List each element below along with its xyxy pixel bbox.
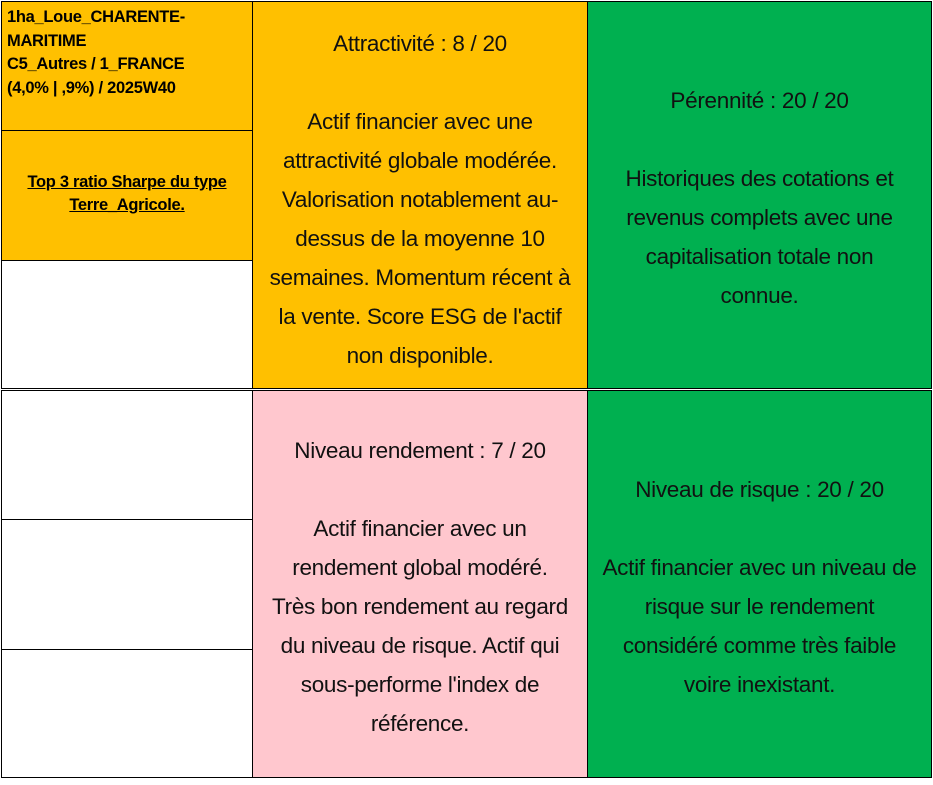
attractivite-line: Valorisation notablement au- [281, 187, 559, 212]
top3-line-1: Top 3 ratio Sharpe du type [27, 173, 227, 191]
perennite-line: capitalisation totale non [645, 244, 874, 269]
risque-description [602, 548, 916, 704]
top3-cell [1, 130, 253, 261]
risque-cell [587, 390, 932, 778]
rendement-title: Niveau rendement : 7 / 20 [294, 438, 546, 463]
perennite-description [626, 159, 894, 315]
rendement-cell [252, 390, 588, 778]
attractivite-cell [252, 1, 588, 389]
risque-line: voire inexistant. [683, 672, 836, 697]
perennite-line: revenus complets avec une [626, 205, 893, 230]
top3-line-2: Terre_Agricole. [69, 196, 185, 214]
asset-category-line: C5_Autres / 1_FRANCE [7, 55, 185, 73]
empty-cell-1 [1, 260, 253, 389]
risque-line: considéré comme très faible [622, 633, 897, 658]
rendement-description [272, 509, 568, 743]
asset-period-line: (4,0% | ,9%) / 2025W40 [7, 78, 176, 97]
perennite-line: Historiques des cotations et [625, 166, 894, 191]
attractivite-line: non disponible. [346, 343, 494, 368]
rendement-line: référence. [370, 711, 470, 736]
asset-name-line-1: 1ha_Loue_CHARENTE- [7, 8, 185, 26]
rendement-line: Très bon rendement au regard [272, 594, 568, 619]
rendement-line: Actif financier avec un [313, 516, 527, 541]
attractivite-title: Attractivité : 8 / 20 [333, 31, 507, 56]
empty-cell-2 [1, 390, 253, 520]
empty-cell-4 [1, 649, 253, 778]
attractivite-line: la vente. Score ESG de l'actif [278, 304, 562, 329]
perennite-title: Pérennité : 20 / 20 [670, 88, 849, 113]
risque-line: risque sur le rendement [644, 594, 875, 619]
rendement-line: rendement global modéré. [292, 555, 548, 580]
attractivite-line: attractivité globale modérée. [283, 148, 557, 173]
risque-title: Niveau de risque : 20 / 20 [635, 477, 884, 502]
asset-name-line-2: MARITIME [7, 31, 87, 50]
risque-line: Actif financier avec un niveau de [602, 555, 917, 580]
attractivite-description [270, 102, 571, 375]
perennite-line: connue. [720, 283, 799, 308]
attractivite-line: Actif financier avec une [307, 109, 533, 134]
rendement-line: du niveau de risque. Actif qui [280, 633, 560, 658]
rendement-line: sous-performe l'index de [300, 672, 540, 697]
attractivite-line: dessus de la moyenne 10 [295, 226, 545, 251]
perennite-cell [587, 1, 932, 389]
asset-info-cell [1, 1, 253, 131]
empty-cell-3 [1, 519, 253, 650]
attractivite-line: semaines. Momentum récent à [269, 265, 571, 290]
